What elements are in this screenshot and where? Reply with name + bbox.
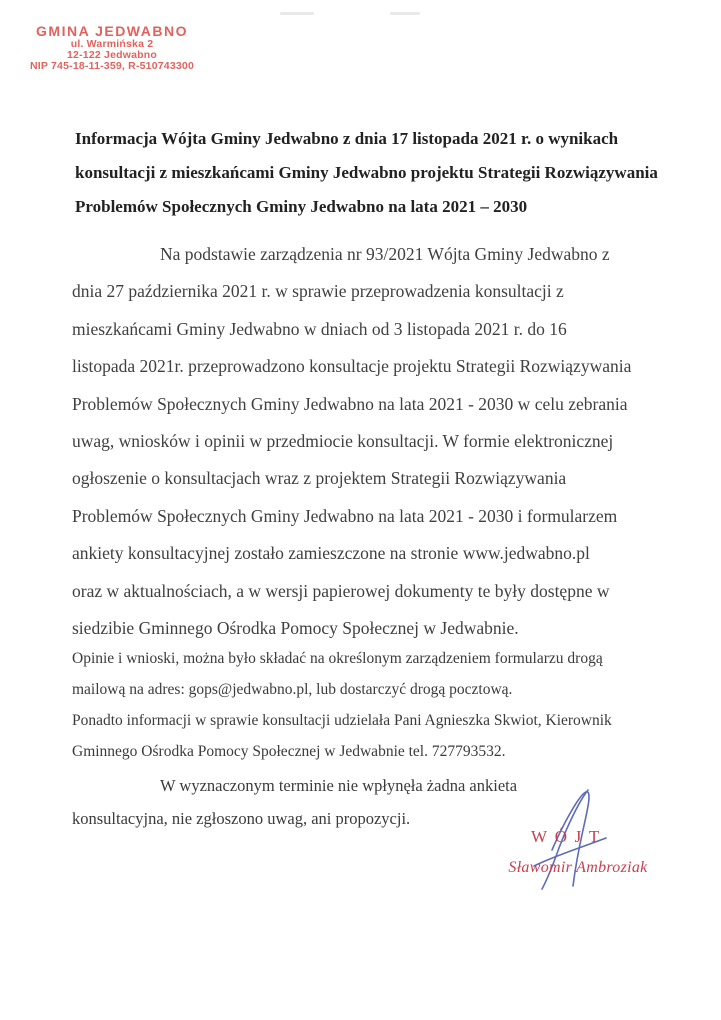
text-line: Na podstawie zarządzenia nr 93/2021 Wójta Gminy Jedwabno z	[160, 244, 610, 264]
text-line: konsultacji z mieszkańcami Gminy Jedwabno projektu Strategii Rozwiązywania	[75, 163, 658, 182]
scan-artifact	[390, 12, 420, 15]
text-line: Informacja Wójta Gminy Jedwabno z dnia 17 listopada 2021 r. o wynikach	[75, 129, 619, 148]
stamp-nip-regon: NIP 745-18-11-359, R-510743300	[29, 59, 194, 72]
text-line: Gminnego Ośrodka Pomocy Społecznej w Jedwabnie tel. 727793532.	[72, 743, 506, 760]
stamp-address-street: ul. Warmińska 2	[70, 38, 154, 51]
text-line: Ponadto informacji w sprawie konsultacji udzielała Pani Agnieszka Skwiot, Kierownik	[72, 712, 612, 729]
text-line: konsultacyjna, nie zgłoszono uwag, ani propozycji.	[72, 809, 411, 828]
paragraph-result	[72, 769, 632, 835]
text-line: ogłoszenie o konsultacjach wraz z projektem Strategii Rozwiązywania	[72, 468, 567, 489]
text-line: Problemów Społecznych Gminy Jedwabno na lata 2021 - 2030 w celu zebrania	[72, 393, 628, 414]
paragraph-opinions-contact	[72, 643, 692, 767]
text-line: listopada 2021r. przeprowadzono konsultacje projektu Strategii Rozwiązywania	[72, 356, 632, 377]
text-line: mailową na adres: gops@jedwabno.pl, lub dostarczyć drogą pocztową.	[72, 681, 513, 698]
paragraph-consultation-basis	[72, 236, 682, 647]
text-line: Problemów Społecznych Gminy Jedwabno na lata 2021 – 2030	[75, 197, 528, 216]
text-line: ankiety konsultacyjnej zostało zamieszczone na stronie www.jedwabno.pl	[72, 543, 590, 564]
sender-stamp	[28, 24, 196, 71]
text-line: oraz w aktualnościach, a w wersji papierowej dokumenty te były dostępne w	[72, 580, 610, 601]
signature-name-stamp: Sławomir Ambroziak	[508, 859, 648, 876]
text-line: uwag, wniosków i opinii w przedmiocie konsultacji. W formie elektronicznej	[72, 431, 614, 452]
stamp-org-name: GMINA JEDWABNO	[36, 23, 188, 39]
signature-role-stamp: WÓJT	[531, 827, 607, 846]
text-line: Opinie i wnioski, można było składać na określonym zarządzeniem formularzu drogą	[72, 650, 603, 667]
text-line: mieszkańcami Gminy Jedwabno w dniach od 3 listopada 2021 r. do 16	[72, 318, 567, 339]
text-line: dnia 27 października 2021 r. w sprawie przeprowadzenia konsultacji z	[72, 281, 564, 302]
stamp-address-city: 12-122 Jedwabno	[67, 48, 157, 61]
document-title	[75, 122, 675, 224]
text-line: Problemów Społecznych Gminy Jedwabno na lata 2021 - 2030 i formularzem	[72, 505, 618, 526]
scan-artifact	[280, 12, 314, 15]
text-line: siedzibie Gminnego Ośrodka Pomocy Społecznej w Jedwabnie.	[72, 618, 519, 639]
text-line: W wyznaczonym terminie nie wpłynęła żadna ankieta	[160, 776, 518, 795]
